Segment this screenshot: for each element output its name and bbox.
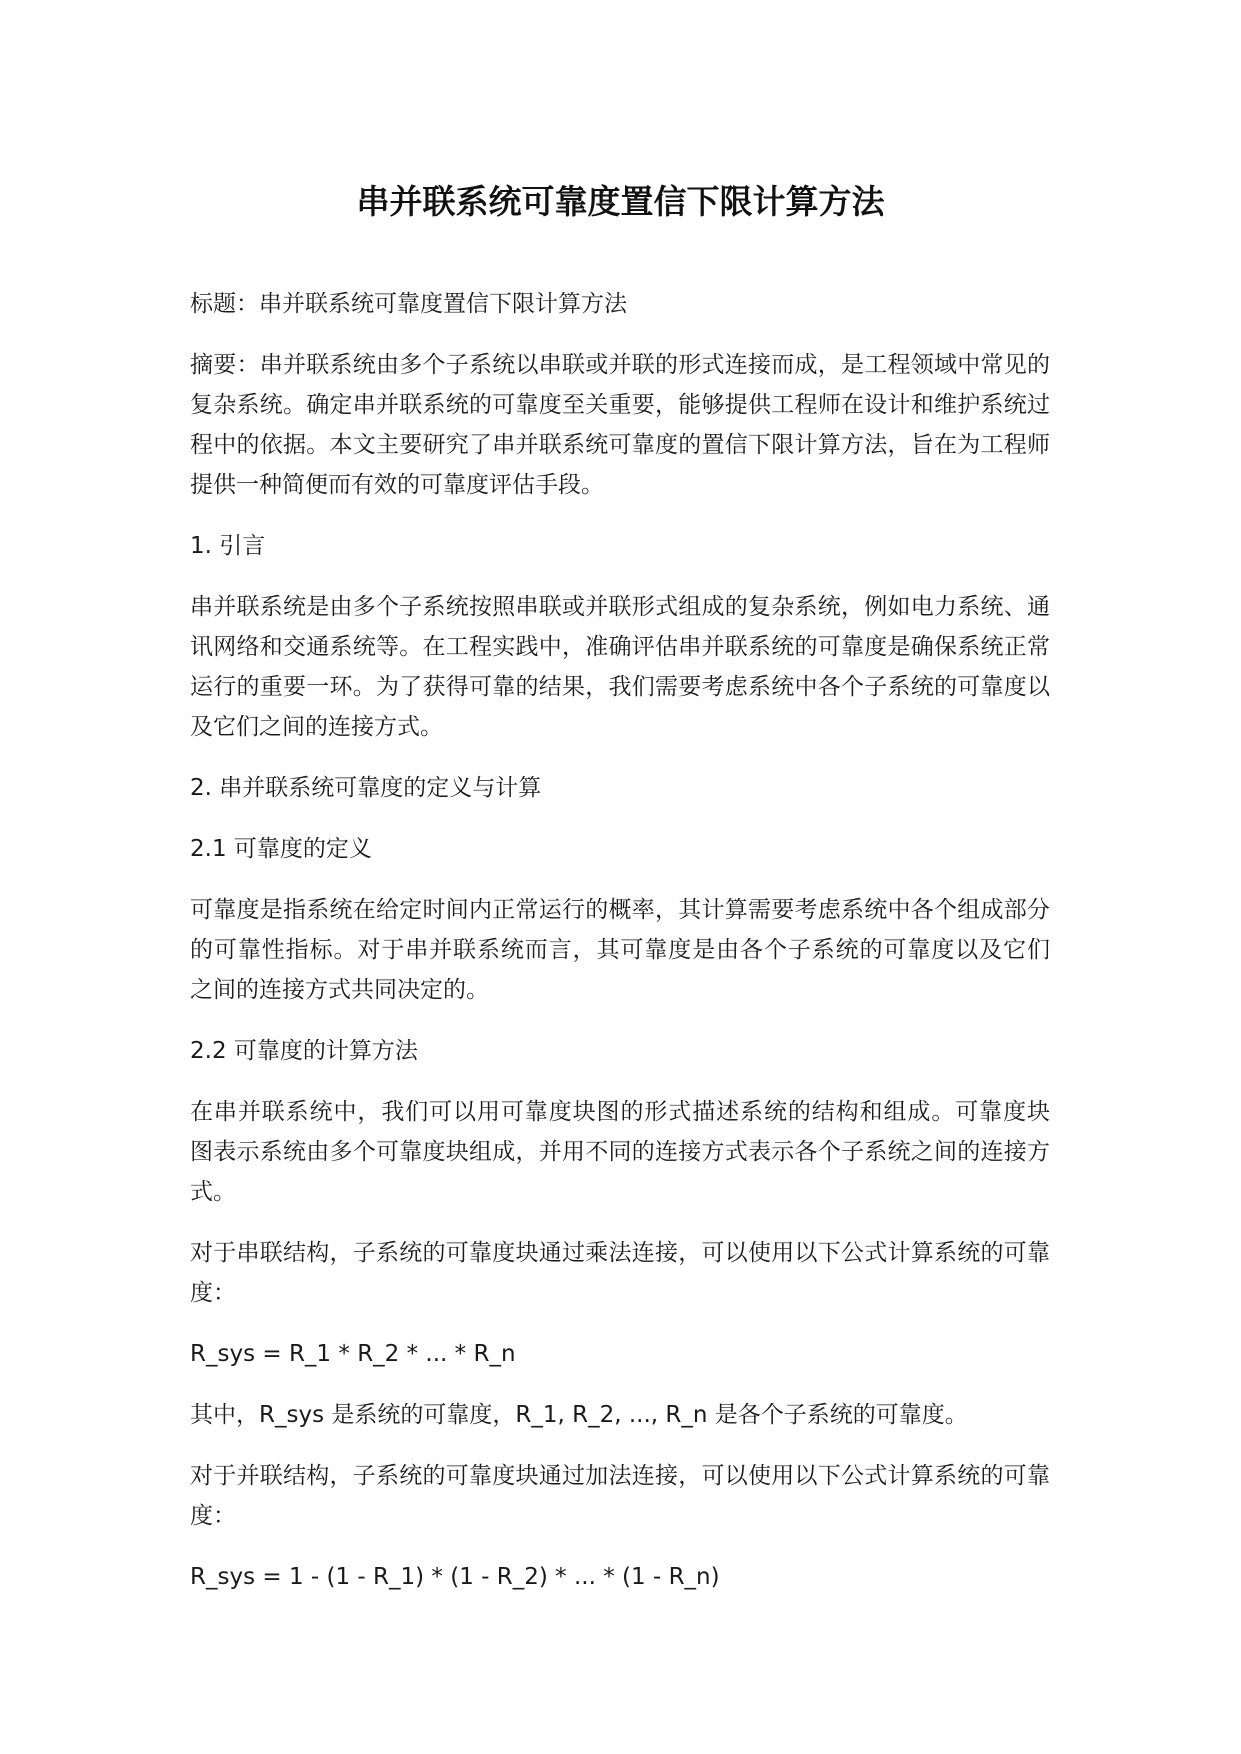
paragraph-line: 式。 [190,1179,236,1205]
paragraph-line: 讯网络和交通系统等。在工程实践中，准确评估串并联系统的可靠度是确保系统正常 [190,634,1050,660]
title-line-paragraph [190,284,1050,324]
subsection-2-2-heading [190,1031,1050,1071]
title-line: 标题：串并联系统可靠度置信下限计算方法 [190,291,627,317]
paragraph-line: 对于串联结构，子系统的可靠度块通过乘法连接，可以使用以下公式计算系统的可靠 [190,1240,1050,1266]
paragraph-line: 之间的连接方式共同决定的。 [190,977,489,1003]
series-intro-paragraph [190,1233,1050,1313]
document-title: 串并联系统可靠度置信下限计算方法 [356,182,885,221]
abstract-line: 程中的依据。本文主要研究了串并联系统可靠度的置信下限计算方法，旨在为工程师 [190,432,1050,458]
abstract-line: 复杂系统。确定串并联系统的可靠度至关重要，能够提供工程师在设计和维护系统过 [190,392,1050,418]
abstract-line: 摘要：串并联系统由多个子系统以串联或并联的形式连接而成，是工程领域中常见的 [190,352,1050,378]
subsection-2-1-heading [190,829,1050,869]
abstract-paragraph [190,345,1050,505]
paragraph-line: 其中，R_sys 是系统的可靠度，R_1, R_2, ..., R_n 是各个子系统的可靠度。 [190,1402,968,1428]
series-note-paragraph [190,1395,1050,1435]
paragraph-line: 对于并联结构，子系统的可靠度块通过加法连接，可以使用以下公式计算系统的可靠 [190,1463,1050,1489]
paragraph-line: 度： [190,1503,236,1529]
parallel-formula [190,1557,1050,1597]
paragraph-line: 及它们之间的连接方式。 [190,714,443,740]
paragraph-line: 图表示系统由多个可靠度块组成，并用不同的连接方式表示各个子系统之间的连接方 [190,1139,1050,1165]
section-1-paragraph [190,587,1050,747]
formula-line: R_sys = 1 - (1 - R_1) * (1 - R_2) * ... * (1 - R_n) [190,1564,720,1590]
paragraph-line: 串并联系统是由多个子系统按照串联或并联形式组成的复杂系统，例如电力系统、通 [190,594,1050,620]
section-heading: 2. 串并联系统可靠度的定义与计算 [190,775,542,801]
section-heading: 1. 引言 [190,533,266,559]
paragraph-line: 的可靠性指标。对于串并联系统而言，其可靠度是由各个子系统的可靠度以及它们 [190,937,1050,963]
abstract-line: 提供一种简便而有效的可靠度评估手段。 [190,472,604,498]
paragraph-line: 运行的重要一环。为了获得可靠的结果，我们需要考虑系统中各个子系统的可靠度以 [190,674,1050,700]
section-2-heading [190,768,1050,808]
paragraph-line: 度： [190,1280,236,1306]
section-1-heading [190,526,1050,566]
document-body [190,284,1050,1618]
paragraph-line: 在串并联系统中，我们可以用可靠度块图的形式描述系统的结构和组成。可靠度块 [190,1099,1050,1125]
paragraph-line: 可靠度是指系统在给定时间内正常运行的概率，其计算需要考虑系统中各个组成部分 [190,897,1050,923]
formula-line: R_sys = R_1 * R_2 * ... * R_n [190,1341,516,1367]
series-formula [190,1334,1050,1374]
subsection-2-1-paragraph [190,890,1050,1010]
subsection-heading: 2.2 可靠度的计算方法 [190,1038,418,1064]
subsection-2-2-paragraph [190,1092,1050,1212]
subsection-heading: 2.1 可靠度的定义 [190,836,372,862]
parallel-intro-paragraph [190,1456,1050,1536]
